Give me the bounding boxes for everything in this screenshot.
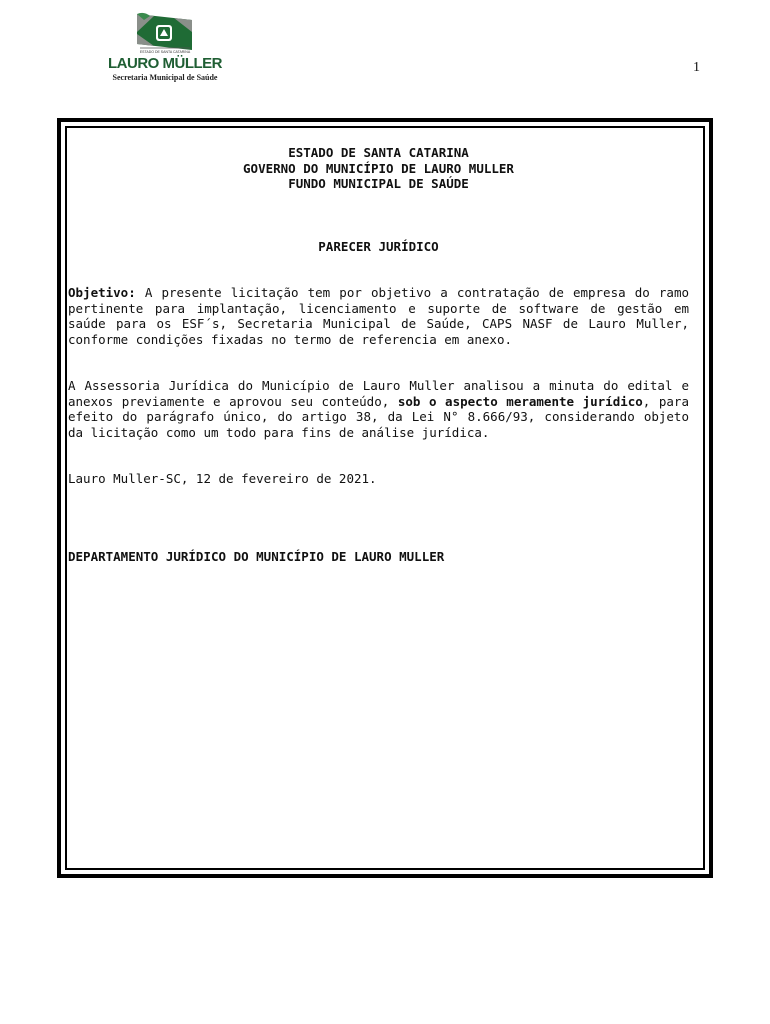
svg-text:ESTADO DE SANTA CATARINA: ESTADO DE SANTA CATARINA	[139, 50, 191, 54]
document-body	[68, 145, 689, 564]
analysis-paragraph	[68, 378, 689, 440]
analysis-text-after: , para efeito do parágrafo único, do artigo 38, da Lei N° 8.666/93, considerando objeto da licitação como um todo para fins de análise jurídica.	[68, 393, 689, 440]
objective-text: A presente licitação tem por objetivo a contratação de empresa do ramo pertinente para implantação, licenciamento e suporte de software de gestão em saúde para os ESF´s, Secretaria Municipal de Saúde, CAPS NASF de Lauro Muller, conforme condições fixadas no termo de referencia em anexo.	[68, 285, 689, 347]
page-number: 1	[693, 60, 700, 75]
objective-paragraph	[68, 285, 689, 347]
analysis-text-before: A Assessoria Jurídica do Município de Lauro Muller analisou a minuta do edital e anexos previamente e aprovou seu conteúdo,	[68, 378, 689, 409]
document-title: PARECER JURÍDICO	[318, 238, 439, 254]
header-state: ESTADO DE SANTA CATARINA	[288, 145, 469, 160]
flag-emblem-icon	[104, 12, 226, 56]
municipal-logo	[104, 12, 226, 84]
objective-label: Objetivo:	[68, 285, 136, 300]
header-government: GOVERNO DO MUNICÍPIO DE LAURO MULLER	[243, 160, 514, 176]
date-line: Lauro Muller-SC, 12 de fevereiro de 2021.	[68, 471, 377, 486]
signature-department: DEPARTAMENTO JURÍDICO DO MUNICÍPIO DE LAURO MULLER	[68, 548, 445, 564]
logo-title: LAURO MÜLLER	[108, 55, 222, 72]
analysis-text-bold: sob o aspecto meramente jurídico	[397, 393, 643, 409]
header-fund: FUNDO MUNICIPAL DE SAÚDE	[288, 176, 469, 191]
logo-subtitle: Secretaria Municipal de Saúde	[112, 73, 218, 82]
document-header	[68, 145, 689, 192]
